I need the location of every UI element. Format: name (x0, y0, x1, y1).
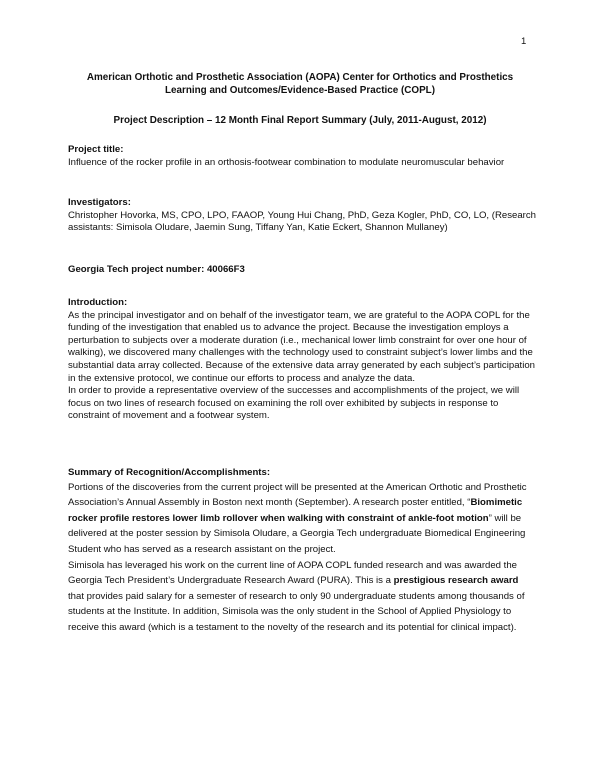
introduction-paragraph-1: As the principal investigator and on behalf of the investigator team, we are grateful to the AOPA COPL for the funding of the investigation that enabled us to advance the project. Because the investigation employs a perturbation to subjects over a moderate duration (i.e., mechanical lower limb constraint for over one hour of walking), we discovered many challenges with the technology used to constraint subject’s lower limbs and the substantial data array collected. Because of the extensive data array generated by each subject’s participation in the extensive protocol, we continue our efforts to process and analyze the data. (68, 309, 536, 384)
investigators-heading: Investigators: (68, 197, 131, 208)
introduction-heading: Introduction: (68, 297, 128, 308)
title-line-2: Learning and Outcomes/Evidence-Based Practice (COPL) (165, 85, 435, 97)
summary-p2-text-1: Simisola has leveraged his work on the current line of AOPA COPL funded research and was awarded the Georgia Tech President’s Undergraduate Research Award (PURA). This is a (68, 559, 518, 587)
summary-heading: Summary of Recognition/Accomplishments: (68, 467, 271, 478)
award-emphasis: prestigious research award (393, 575, 519, 587)
project-title-text: Influence of the rocker profile in an orthosis-footwear combination to modulate neuromuscular behavior (68, 156, 505, 168)
document-subtitle: Project Description – 12 Month Final Report Summary (July, 2011-August, 2012) (113, 115, 487, 126)
project-number-line (68, 264, 536, 277)
summary-section (68, 467, 536, 636)
project-title-section (68, 144, 536, 169)
page-number: 1 (521, 36, 527, 47)
investigators-text: Christopher Hovorka, MS, CPO, LPO, FAAOP, Young Hui Chang, PhD, Geza Kogler, PhD, CO, LO, (Research assistants: Simisola Oludare, Jaemin Sung, Tiffany Yan, Katie Eckert, Shannon Mullaney) (68, 209, 536, 234)
title-line-1: American Orthotic and Prosthetic Association (AOPA) Center for Orthotics and Prosthetics (86, 72, 514, 83)
project-number-value: 40066F3 (206, 264, 245, 275)
summary-p1-text-1: Portions of the discoveries from the current project will be presented at the American Orthotic and Prosthetic Association’s Annual Assembly in Boston next month (September). A research poster entitled, “ (68, 481, 527, 509)
investigators-section (68, 197, 536, 235)
summary-p2-text-2: that provides paid salary for a semester of research to only 90 undergraduate students among thousands of students at the Institute. In addition, Simisola was the only student in the School of Applied Physiology to receive this award (which is a testament to the novelty of the research and its potential for clinical impact). (68, 590, 525, 633)
document-title (40, 71, 560, 97)
introduction-section (68, 297, 536, 423)
project-title-heading: Project title: (68, 144, 124, 155)
introduction-paragraph-2: In order to provide a representative overview of the successes and accomplishments of the project, we will focus on two lines of research focused on examining the roll over exhibited by subjects in response to constraint of movement and a footwear system. (68, 385, 520, 422)
summary-p1-text-2: ” will be delivered at the poster session by Simisola Oludare, a Georgia Tech undergraduate Biomedical Engineering Student who has served as a research assistant on the project. (68, 512, 526, 555)
poster-title: Biomimetic rocker profile restores lower limb rollover when walking with constraint of ankle-foot motion (68, 497, 523, 524)
summary-paragraph-1 (68, 480, 536, 558)
summary-paragraph-2 (68, 558, 536, 636)
project-number-label: Georgia Tech project number: (68, 264, 205, 275)
